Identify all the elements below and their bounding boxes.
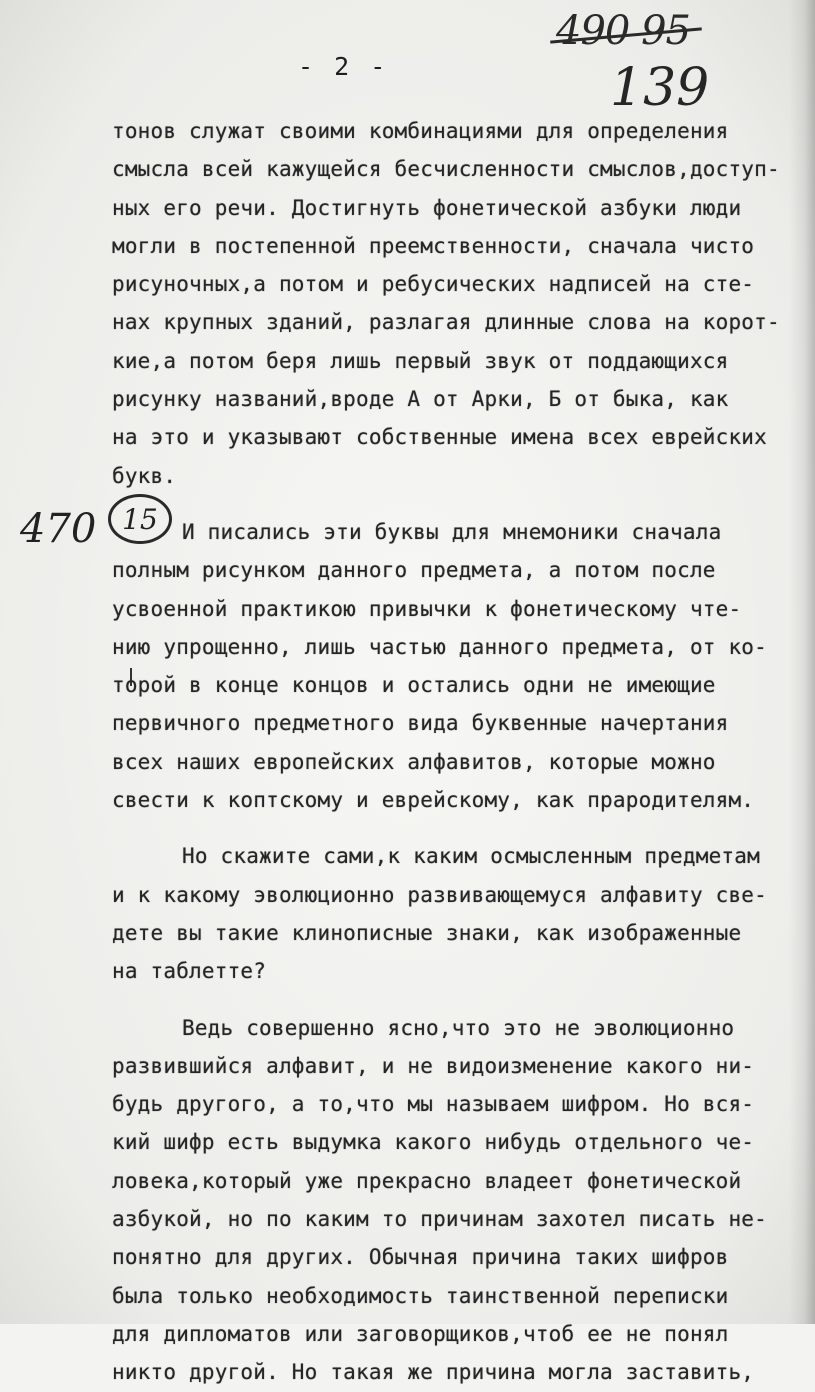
text-line: торой в конце концов и остались одни не имеющие [112, 673, 716, 698]
paragraph-gap [112, 819, 792, 837]
text-line: на таблетте? [112, 959, 267, 984]
text-line: нию упрощенно, лишь частью данного предмета, от ко- [112, 634, 767, 659]
margin-number-handwritten: 470 [20, 506, 97, 552]
text-line: ных его речи. Достигнуть фонетической азбуки люди [112, 195, 742, 220]
text-line: на это и указывают собственные имена всех еврейских [112, 425, 767, 450]
paragraph-gap [112, 495, 792, 513]
text-line: понятно для других. Обычная причина таких шифров [112, 1245, 729, 1270]
text-line: кие,а потом беря лишь первый звук от поддающихся [112, 348, 729, 373]
text-line: первичного предметного вида буквенные начертания [112, 711, 729, 736]
typed-body-text [112, 112, 792, 1392]
page-number: - 2 - [298, 52, 389, 81]
folio-number-handwritten: 139 [610, 58, 710, 118]
text-line: дете вы такие клинописные знаки, как изображенные [112, 920, 742, 945]
text-line: азбукой, но по каким то причинам захотел писать не- [112, 1207, 767, 1232]
page-fold-shadow [789, 0, 815, 1324]
text-line: Но скажите сами,к каким осмысленным предметам [182, 844, 760, 869]
text-line: свести к коптскому и еврейскому, как прародителям. [112, 788, 755, 813]
text-line: и к какому эволюционно развивающемуся алфавиту све- [112, 882, 767, 907]
text-line: никто другой. Но такая же причина могла заставить, [112, 1360, 755, 1385]
text-line: нах крупных зданий, разлагая длинные слова на корот- [112, 310, 780, 335]
text-line: будь другого, а то,что мы называем шифром. Но вся- [112, 1092, 755, 1117]
text-line: всех наших европейских алфавитов, которые можно [112, 749, 716, 774]
circled-margin-number-text: 15 [122, 502, 158, 536]
text-line: кий шифр есть выдумка какого нибудь отдельного че- [112, 1130, 755, 1155]
text-line: развившийся алфавит, и не видоизменение какого ни- [112, 1053, 755, 1078]
text-line: рисунку названий,вроде А от Арки, Б от быка, как [112, 387, 729, 412]
text-line: рисуночных,а потом и ребусических надписей на сте- [112, 272, 755, 297]
paragraph [112, 513, 792, 819]
text-line: ловека,который уже прекрасно владеет фонетической [112, 1168, 742, 1193]
text-line: тонов служат своими комбинациями для определения [112, 119, 729, 143]
paragraph [112, 837, 792, 990]
text-line: была только необходимость таинственной переписки [112, 1283, 729, 1308]
text-line: полным рисунком данного предмета, а потом после [112, 558, 716, 583]
paragraph [112, 1009, 792, 1392]
text-line: И писались эти буквы для мнемоники сначала [182, 519, 722, 544]
paragraph [112, 112, 792, 495]
paragraph-gap [112, 991, 792, 1009]
text-line: для дипломатов или заговорщиков,чтоб ее не понял [112, 1321, 729, 1346]
text-line: Ведь совершенно ясно,что это не эволюционно [182, 1015, 735, 1040]
text-line: могли в постепенной преемственности, сначала чисто [112, 233, 755, 258]
text-line: усвоенной практикою привычки к фонетическому чте- [112, 596, 742, 621]
text-line: букв. [112, 463, 177, 488]
archive-number-handwritten: 490 95 [556, 8, 690, 54]
text-line: смысла всей кажущейся бесчисленности смыслов,доступ- [112, 157, 780, 182]
